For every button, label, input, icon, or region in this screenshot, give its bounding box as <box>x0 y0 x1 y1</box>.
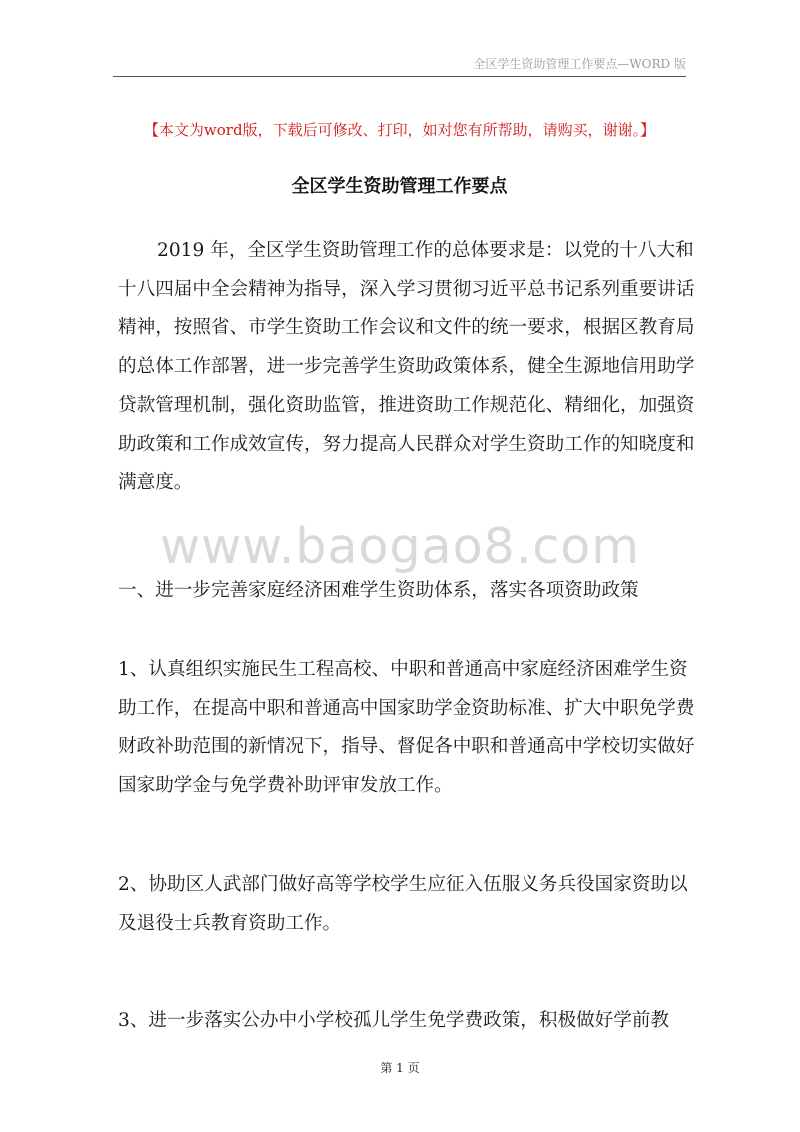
page-number: 第 1 页 <box>380 1061 420 1075</box>
document-title: 全区学生资助管理工作要点 <box>291 176 508 197</box>
list-item: 1、认真组织实施民生工程高校、中职和普通高中家庭经济困难学生资助工作，在提高中职和普通高中国家助学金资助标准、扩大中职免学费财政补助范围的新情况下，指导、督促各中职和普通高中学校切实做好国家助学金与免学费补助评审发放工作。 <box>118 659 695 797</box>
running-header: 全区学生资助管理工作要点—WORD 版 <box>473 57 686 71</box>
list-item: 2、协助区人武部门做好高等学校学生应征入伍服义务兵役国家资助以及退役士兵教育资助工作。 <box>118 874 688 934</box>
section-heading: 一、进一步完善家庭经济困难学生资助体系，落实各项资助政策 <box>118 580 639 601</box>
header-divider <box>113 76 686 77</box>
intro-paragraph: 2019 年，全区学生资助管理工作的总体要求是：以党的十八大和十八四届中全会精神为指导，深入学习贯彻习近平总书记系列重要讲话精神，按照省、市学生资助工作会议和文件的统一要求，根据区教育局的总体工作部署，进一步完善学生资助政策体系，健全生源地信用助学贷款管理机制，强化资助监管，推进资助工作规范化、精细化，加强资助政策和工作成效宣传，努力提高人民群众对学生资助工作的知晓度和满意度。 <box>118 240 695 494</box>
list-item: 3、进一步落实公办中小学校孤儿学生免学费政策，积极做好学前教 <box>118 1010 670 1031</box>
watermark: www.baogao8.com <box>160 518 640 575</box>
purchase-notice: 【本文为word版，下载后可修改、打印，如对您有所帮助，请购买，谢谢。】 <box>143 121 656 139</box>
